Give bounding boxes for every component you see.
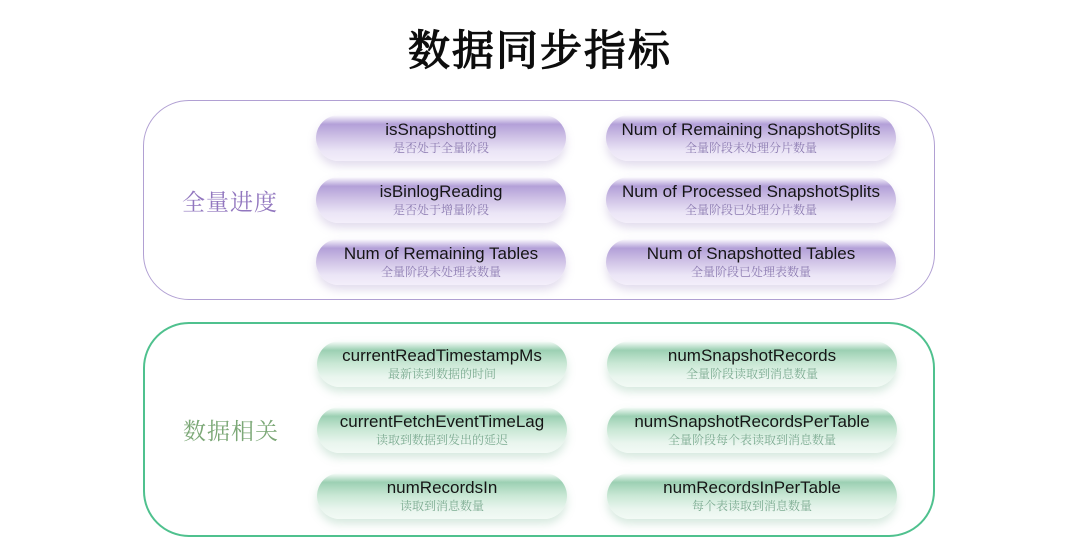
metric-description: 读取到消息数量 — [399, 498, 484, 513]
metric-description: 全量阶段已处理表数量 — [690, 265, 811, 280]
metric-description: 全量阶段已处理分片数量 — [684, 203, 817, 218]
metric-pill-numSnapshotRecords — [607, 341, 897, 387]
metric-pill-num-remaining-snapshotsplits — [606, 115, 896, 161]
metric-pill-isSnapshotting — [316, 115, 566, 161]
metric-grid-full-sync — [316, 101, 896, 299]
metric-name: Num of Processed SnapshotSplits — [622, 182, 880, 202]
metric-pill-currentFetchEventTimeLag — [317, 407, 567, 453]
metric-name: Num of Snapshotted Tables — [646, 244, 856, 264]
metric-description: 是否处于增量阶段 — [392, 203, 489, 218]
section-data-related — [143, 322, 935, 537]
metric-description: 读取到数据到发出的延迟 — [375, 432, 508, 447]
metric-name: numSnapshotRecordsPerTable — [634, 411, 870, 431]
metric-name: numRecordsInPerTable — [663, 477, 841, 497]
metric-description: 全量阶段每个表读取到消息数量 — [667, 432, 836, 447]
metric-pill-num-remaining-tables — [316, 239, 566, 285]
page-title: 数据同步指标 — [407, 27, 672, 74]
section-label-full-sync-progress: 全量进度 — [182, 188, 278, 215]
metric-pill-isBinlogReading — [316, 177, 566, 223]
metric-name: currentFetchEventTimeLag — [339, 411, 545, 431]
metric-name: Num of Remaining Tables — [343, 244, 539, 264]
metric-pill-numSnapshotRecordsPerTable — [607, 407, 897, 453]
metric-grid-data-related — [317, 324, 897, 535]
metric-name: isBinlogReading — [379, 182, 503, 202]
section-full-sync-progress — [143, 100, 935, 300]
metric-description: 每个表读取到消息数量 — [691, 498, 812, 513]
metric-pill-num-processed-snapshotsplits — [606, 177, 896, 223]
metric-description: 是否处于全量阶段 — [392, 141, 489, 156]
metric-description: 全量阶段未处理分片数量 — [684, 141, 817, 156]
metric-name: isSnapshotting — [385, 120, 497, 140]
metric-description: 最新读到数据的时间 — [387, 366, 496, 381]
metric-name: Num of Remaining SnapshotSplits — [621, 120, 881, 140]
metric-pill-numRecordsIn — [317, 473, 567, 519]
metric-pill-num-snapshotted-tables — [606, 239, 896, 285]
metric-name: currentReadTimestampMs — [342, 345, 542, 365]
metric-description: 全量阶段未处理表数量 — [380, 265, 501, 280]
metric-name: numRecordsIn — [386, 477, 498, 497]
metric-pill-numRecordsInPerTable — [607, 473, 897, 519]
section-label-data-related: 数据相关 — [183, 418, 279, 444]
metric-pill-currentReadTimestampMs — [317, 341, 567, 387]
metric-description: 全量阶段读取到消息数量 — [685, 366, 818, 381]
metric-name: numSnapshotRecords — [667, 345, 837, 365]
